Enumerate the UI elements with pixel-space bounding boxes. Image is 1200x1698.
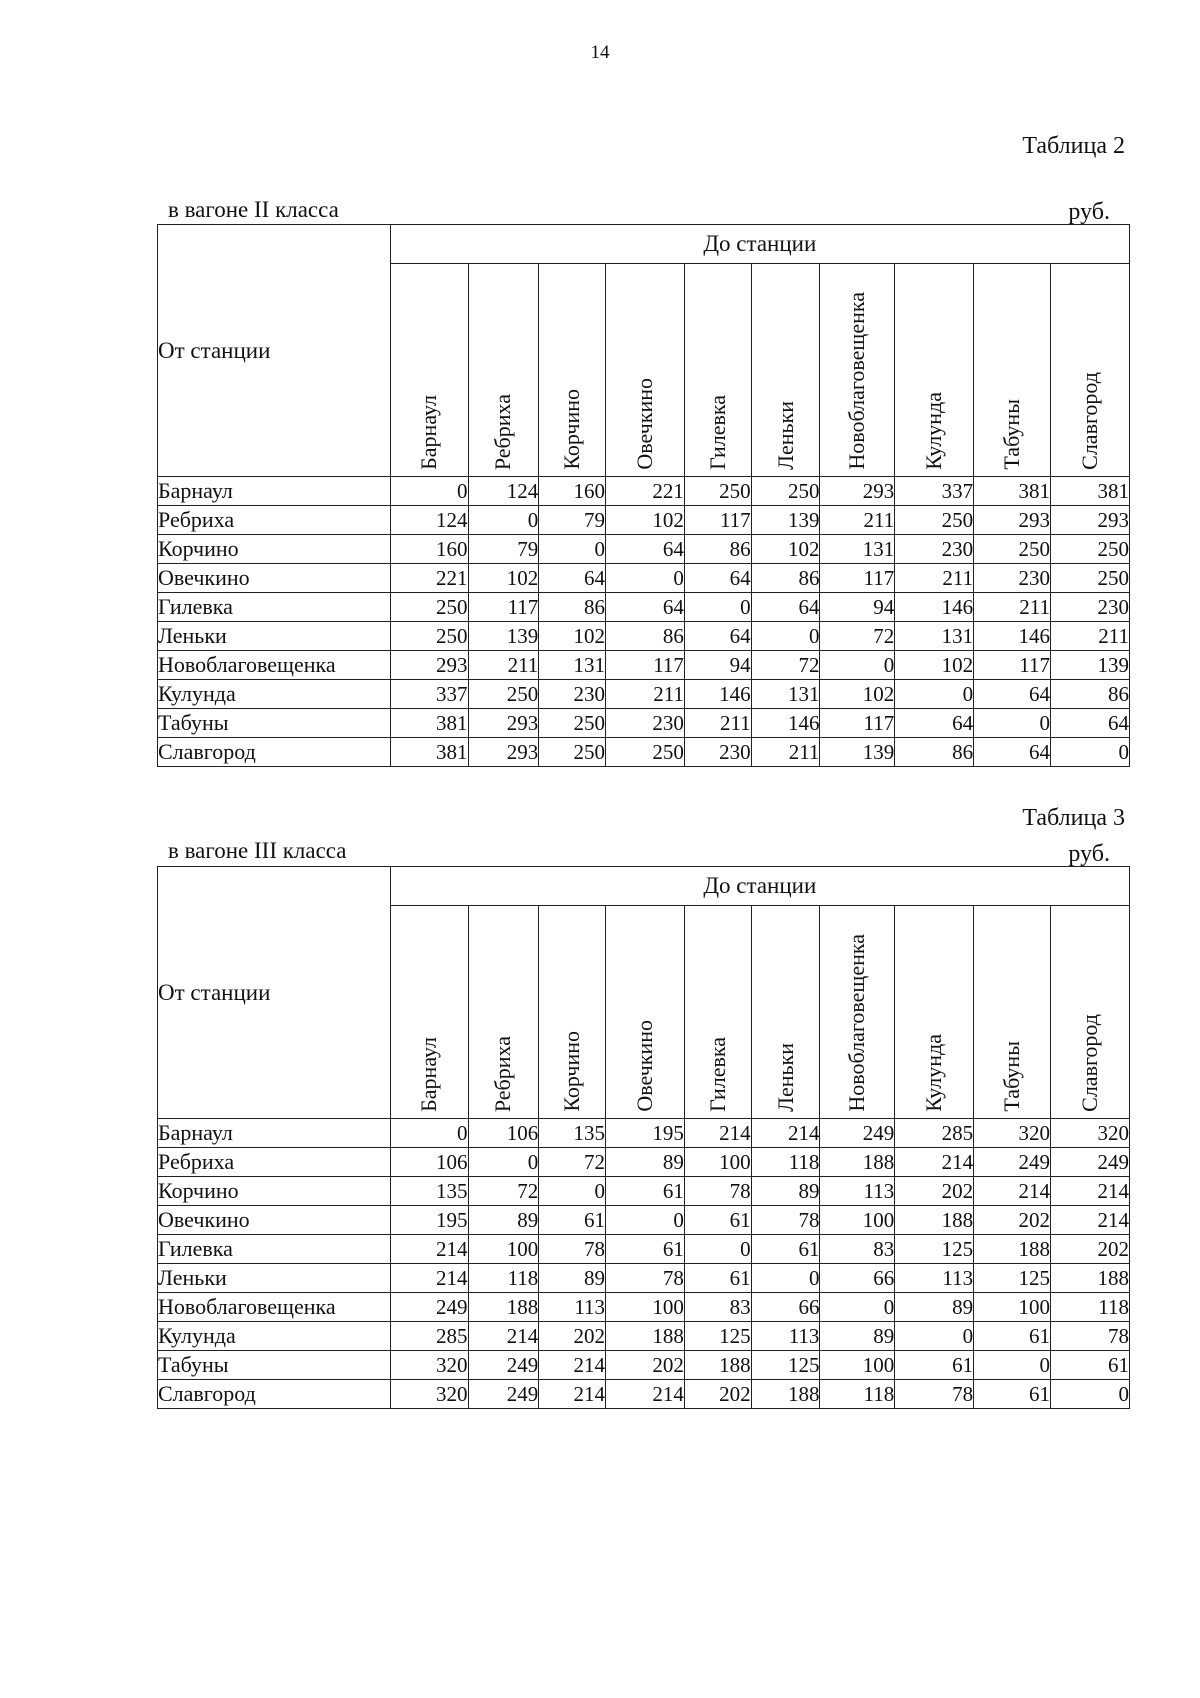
fare-cell: 83 [684,1293,751,1322]
fare-cell: 61 [751,1235,820,1264]
table-row [158,1293,1130,1322]
fare-cell: 381 [1051,477,1130,506]
fare-cell: 131 [895,622,974,651]
fare-cell: 78 [606,1264,685,1293]
fare-cell: 211 [974,593,1051,622]
fare-cell: 118 [468,1264,539,1293]
fare-cell: 72 [820,622,895,651]
row-station-label: Ребриха [158,506,391,535]
table-row [158,709,1130,738]
column-header-label: Овечкино [631,378,657,470]
fare-cell: 83 [820,1235,895,1264]
fare-cell: 89 [895,1293,974,1322]
column-header-label: Леньки [772,401,798,470]
fare-cell: 293 [468,709,539,738]
fare-cell: 78 [895,1380,974,1409]
fare-cell: 64 [751,593,820,622]
fare-cell: 131 [751,680,820,709]
fare-cell: 249 [820,1119,895,1148]
fare-cell: 135 [390,1177,468,1206]
fare-cell: 250 [974,535,1051,564]
fare-cell: 61 [539,1206,606,1235]
fare-cell: 195 [390,1206,468,1235]
fare-cell: 118 [820,1380,895,1409]
column-header [751,906,820,1119]
fare-cell: 188 [820,1148,895,1177]
fare-cell: 211 [468,651,539,680]
fare-cell: 214 [468,1322,539,1351]
fare-cell: 250 [751,477,820,506]
from-station-header: От станции [158,867,391,1119]
fare-cell: 293 [1051,506,1130,535]
column-header-label: Славгород [1077,1014,1102,1112]
table-row [158,564,1130,593]
fare-cell: 78 [684,1177,751,1206]
fare-cell: 214 [684,1119,751,1148]
fare-cell: 78 [539,1235,606,1264]
table-row [158,1351,1130,1380]
fare-cell: 139 [468,622,539,651]
table-3-unit: руб. [1068,841,1110,867]
fare-cell: 337 [895,477,974,506]
table-3-label: Таблица 3 [1022,805,1125,831]
column-header [606,264,685,477]
fare-cell: 86 [606,622,685,651]
table-row [158,1177,1130,1206]
fare-cell: 202 [1051,1235,1130,1264]
fare-cell: 106 [468,1119,539,1148]
fare-cell: 202 [974,1206,1051,1235]
fare-cell: 124 [390,506,468,535]
fare-cell: 221 [390,564,468,593]
fare-cell: 0 [820,1293,895,1322]
fare-cell: 221 [606,477,685,506]
fare-cell: 214 [390,1235,468,1264]
row-station-label: Новоблаговещенка [158,1293,391,1322]
fare-cell: 0 [974,709,1051,738]
fare-cell: 64 [606,593,685,622]
fare-cell: 118 [751,1148,820,1177]
fare-cell: 230 [606,709,685,738]
row-station-label: Табуны [158,1351,391,1380]
table-row [158,1264,1130,1293]
fare-cell: 125 [895,1235,974,1264]
column-header [684,906,751,1119]
table-row [158,506,1130,535]
fare-cell: 320 [974,1119,1051,1148]
fare-cell: 113 [895,1264,974,1293]
fare-cell: 100 [606,1293,685,1322]
fare-cell: 146 [684,680,751,709]
row-station-label: Гилевка [158,593,391,622]
row-station-label: Кулунда [158,680,391,709]
fare-cell: 61 [974,1380,1051,1409]
fare-cell: 214 [1051,1177,1130,1206]
column-header-label: Барнаул [416,1037,442,1112]
fare-cell: 113 [751,1322,820,1351]
fare-cell: 139 [1051,651,1130,680]
row-station-label: Гилевка [158,1235,391,1264]
fare-cell: 337 [390,680,468,709]
to-station-header: До станции [390,867,1129,906]
fare-cell: 250 [468,680,539,709]
fare-cell: 160 [390,535,468,564]
fare-cell: 135 [539,1119,606,1148]
fare-cell: 64 [895,709,974,738]
fare-cell: 89 [820,1322,895,1351]
fare-cell: 0 [390,1119,468,1148]
fare-cell: 214 [606,1380,685,1409]
fare-cell: 117 [820,564,895,593]
fare-cell: 293 [390,651,468,680]
fare-cell: 61 [606,1177,685,1206]
fare-cell: 102 [539,622,606,651]
fare-cell: 86 [1051,680,1130,709]
fare-cell: 64 [539,564,606,593]
fare-cell: 0 [895,680,974,709]
fare-table-2 [157,224,1130,767]
fare-cell: 100 [820,1206,895,1235]
fare-cell: 106 [390,1148,468,1177]
from-station-header: От станции [158,225,391,477]
fare-table-3 [157,866,1130,1409]
fare-cell: 72 [751,651,820,680]
fare-cell: 0 [820,651,895,680]
column-header-label: Леньки [772,1043,798,1112]
fare-cell: 100 [684,1148,751,1177]
row-station-label: Новоблаговещенка [158,651,391,680]
column-header [606,906,685,1119]
fare-cell: 249 [390,1293,468,1322]
row-station-label: Славгород [158,1380,391,1409]
column-header [751,264,820,477]
column-header-label: Гилевка [704,1037,730,1112]
column-header-label: Кулунда [921,392,947,470]
fare-cell: 188 [606,1322,685,1351]
fare-cell: 250 [539,709,606,738]
column-header [390,264,468,477]
fare-cell: 188 [468,1293,539,1322]
fare-cell: 188 [895,1206,974,1235]
table-row [158,680,1130,709]
fare-cell: 230 [1051,593,1130,622]
fare-cell: 94 [820,593,895,622]
fare-cell: 211 [1051,622,1130,651]
column-header [468,906,539,1119]
fare-cell: 146 [974,622,1051,651]
fare-cell: 94 [684,651,751,680]
fare-cell: 230 [539,680,606,709]
fare-cell: 64 [1051,709,1130,738]
fare-cell: 249 [468,1380,539,1409]
column-header-label: Табуны [999,399,1025,470]
table-row [158,1206,1130,1235]
fare-cell: 188 [1051,1264,1130,1293]
fare-cell: 0 [751,1264,820,1293]
fare-cell: 100 [820,1351,895,1380]
fare-cell: 250 [1051,564,1130,593]
fare-cell: 285 [895,1119,974,1148]
column-header [820,906,895,1119]
fare-cell: 214 [539,1351,606,1380]
fare-cell: 72 [468,1177,539,1206]
fare-cell: 89 [751,1177,820,1206]
column-header [895,906,974,1119]
fare-cell: 0 [606,564,685,593]
row-station-label: Овечкино [158,1206,391,1235]
row-station-label: Кулунда [158,1322,391,1351]
fare-cell: 381 [390,738,468,767]
fare-cell: 214 [539,1380,606,1409]
fare-cell: 250 [1051,535,1130,564]
table-row [158,738,1130,767]
fare-cell: 230 [974,564,1051,593]
fare-cell: 293 [468,738,539,767]
fare-cell: 320 [390,1380,468,1409]
table-row [158,1322,1130,1351]
fare-cell: 250 [684,477,751,506]
fare-cell: 102 [820,680,895,709]
column-header [895,264,974,477]
fare-cell: 202 [606,1351,685,1380]
fare-cell: 102 [895,651,974,680]
fare-cell: 214 [390,1264,468,1293]
fare-cell: 250 [390,593,468,622]
fare-cell: 125 [751,1351,820,1380]
fare-cell: 125 [684,1322,751,1351]
column-header-label: Барнаул [416,395,442,470]
fare-cell: 102 [751,535,820,564]
column-header [390,906,468,1119]
row-station-label: Барнаул [158,477,391,506]
row-station-label: Славгород [158,738,391,767]
fare-cell: 113 [539,1293,606,1322]
table-2-caption: в вагоне II класса [168,197,339,222]
table-row [158,535,1130,564]
column-header [974,264,1051,477]
column-header [539,264,606,477]
column-header-label: Овечкино [631,1020,657,1112]
column-header [974,906,1051,1119]
fare-cell: 0 [539,1177,606,1206]
fare-cell: 146 [895,593,974,622]
fare-cell: 285 [390,1322,468,1351]
fare-cell: 211 [895,564,974,593]
table-row [158,1119,1130,1148]
fare-cell: 113 [820,1177,895,1206]
table-row [158,1380,1130,1409]
fare-cell: 250 [895,506,974,535]
fare-cell: 102 [606,506,685,535]
fare-cell: 66 [751,1293,820,1322]
row-station-label: Овечкино [158,564,391,593]
fare-cell: 117 [974,651,1051,680]
table-row [158,1148,1130,1177]
fare-cell: 86 [539,593,606,622]
fare-cell: 214 [1051,1206,1130,1235]
fare-cell: 188 [684,1351,751,1380]
fare-cell: 78 [751,1206,820,1235]
fare-cell: 61 [895,1351,974,1380]
fare-cell: 146 [751,709,820,738]
row-station-label: Ребриха [158,1148,391,1177]
column-header-label: Кулунда [921,1034,947,1112]
column-header-label: Корчино [559,389,585,470]
fare-cell: 61 [684,1264,751,1293]
fare-cell: 320 [390,1351,468,1380]
table-row [158,1235,1130,1264]
fare-cell: 195 [606,1119,685,1148]
fare-cell: 249 [1051,1148,1130,1177]
fare-cell: 0 [895,1322,974,1351]
fare-cell: 89 [606,1148,685,1177]
fare-cell: 131 [820,535,895,564]
fare-cell: 125 [974,1264,1051,1293]
column-header [820,264,895,477]
column-header [684,264,751,477]
fare-cell: 211 [606,680,685,709]
column-header-label: Новоблаговещенка [844,934,870,1112]
table-row [158,593,1130,622]
fare-cell: 102 [468,564,539,593]
fare-cell: 64 [684,564,751,593]
fare-cell: 0 [468,1148,539,1177]
fare-cell: 89 [539,1264,606,1293]
row-station-label: Барнаул [158,1119,391,1148]
fare-cell: 249 [468,1351,539,1380]
fare-cell: 0 [390,477,468,506]
fare-cell: 0 [684,593,751,622]
fare-cell: 381 [974,477,1051,506]
fare-cell: 0 [1051,1380,1130,1409]
fare-cell: 202 [539,1322,606,1351]
fare-cell: 160 [539,477,606,506]
fare-cell: 131 [539,651,606,680]
fare-cell: 188 [974,1235,1051,1264]
fare-cell: 89 [468,1206,539,1235]
fare-cell: 86 [684,535,751,564]
fare-cell: 78 [1051,1322,1130,1351]
fare-cell: 139 [820,738,895,767]
column-header-label: Новоблаговещенка [844,292,870,470]
fare-cell: 250 [390,622,468,651]
fare-cell: 61 [606,1235,685,1264]
fare-cell: 214 [895,1148,974,1177]
column-header-label: Табуны [999,1041,1025,1112]
column-header [1051,906,1130,1119]
fare-cell: 0 [751,622,820,651]
fare-cell: 211 [684,709,751,738]
fare-cell: 64 [974,680,1051,709]
column-header-label: Славгород [1077,372,1102,470]
table-row [158,477,1130,506]
fare-cell: 0 [684,1235,751,1264]
fare-cell: 139 [751,506,820,535]
table-3-caption: в вагоне III класса [168,838,347,863]
fare-cell: 64 [684,622,751,651]
fare-cell: 61 [974,1322,1051,1351]
fare-cell: 66 [820,1264,895,1293]
fare-cell: 100 [974,1293,1051,1322]
column-header [539,906,606,1119]
fare-cell: 202 [684,1380,751,1409]
row-station-label: Леньки [158,622,391,651]
fare-cell: 320 [1051,1119,1130,1148]
fare-cell: 86 [895,738,974,767]
fare-cell: 0 [606,1206,685,1235]
table-row [158,651,1130,680]
fare-cell: 0 [539,535,606,564]
column-header-label: Корчино [559,1031,585,1112]
fare-cell: 117 [468,593,539,622]
row-station-label: Корчино [158,535,391,564]
page-number: 14 [590,42,610,63]
fare-cell: 64 [606,535,685,564]
fare-cell: 230 [895,535,974,564]
fare-cell: 118 [1051,1293,1130,1322]
fare-cell: 230 [684,738,751,767]
fare-cell: 214 [751,1119,820,1148]
column-header [468,264,539,477]
fare-cell: 0 [1051,738,1130,767]
fare-cell: 79 [468,535,539,564]
fare-cell: 211 [751,738,820,767]
column-header [1051,264,1130,477]
fare-cell: 64 [974,738,1051,767]
column-header-label: Гилевка [704,395,730,470]
fare-cell: 381 [390,709,468,738]
row-station-label: Леньки [158,1264,391,1293]
fare-cell: 61 [1051,1351,1130,1380]
fare-cell: 79 [539,506,606,535]
column-header-label: Ребриха [490,393,516,470]
fare-cell: 117 [606,651,685,680]
row-station-label: Табуны [158,709,391,738]
row-station-label: Корчино [158,1177,391,1206]
fare-cell: 188 [751,1380,820,1409]
fare-cell: 202 [895,1177,974,1206]
column-header-label: Ребриха [490,1035,516,1112]
fare-cell: 293 [820,477,895,506]
fare-cell: 250 [539,738,606,767]
fare-cell: 100 [468,1235,539,1264]
fare-cell: 61 [684,1206,751,1235]
fare-cell: 0 [974,1351,1051,1380]
fare-cell: 249 [974,1148,1051,1177]
fare-cell: 72 [539,1148,606,1177]
table-row [158,622,1130,651]
table-2-label: Таблица 2 [1022,133,1125,159]
fare-cell: 0 [468,506,539,535]
fare-cell: 86 [751,564,820,593]
fare-cell: 250 [606,738,685,767]
to-station-header: До станции [390,225,1129,264]
fare-cell: 211 [820,506,895,535]
fare-cell: 117 [684,506,751,535]
fare-cell: 293 [974,506,1051,535]
table-2-unit: руб. [1068,199,1110,225]
fare-cell: 117 [820,709,895,738]
fare-cell: 214 [974,1177,1051,1206]
fare-cell: 124 [468,477,539,506]
